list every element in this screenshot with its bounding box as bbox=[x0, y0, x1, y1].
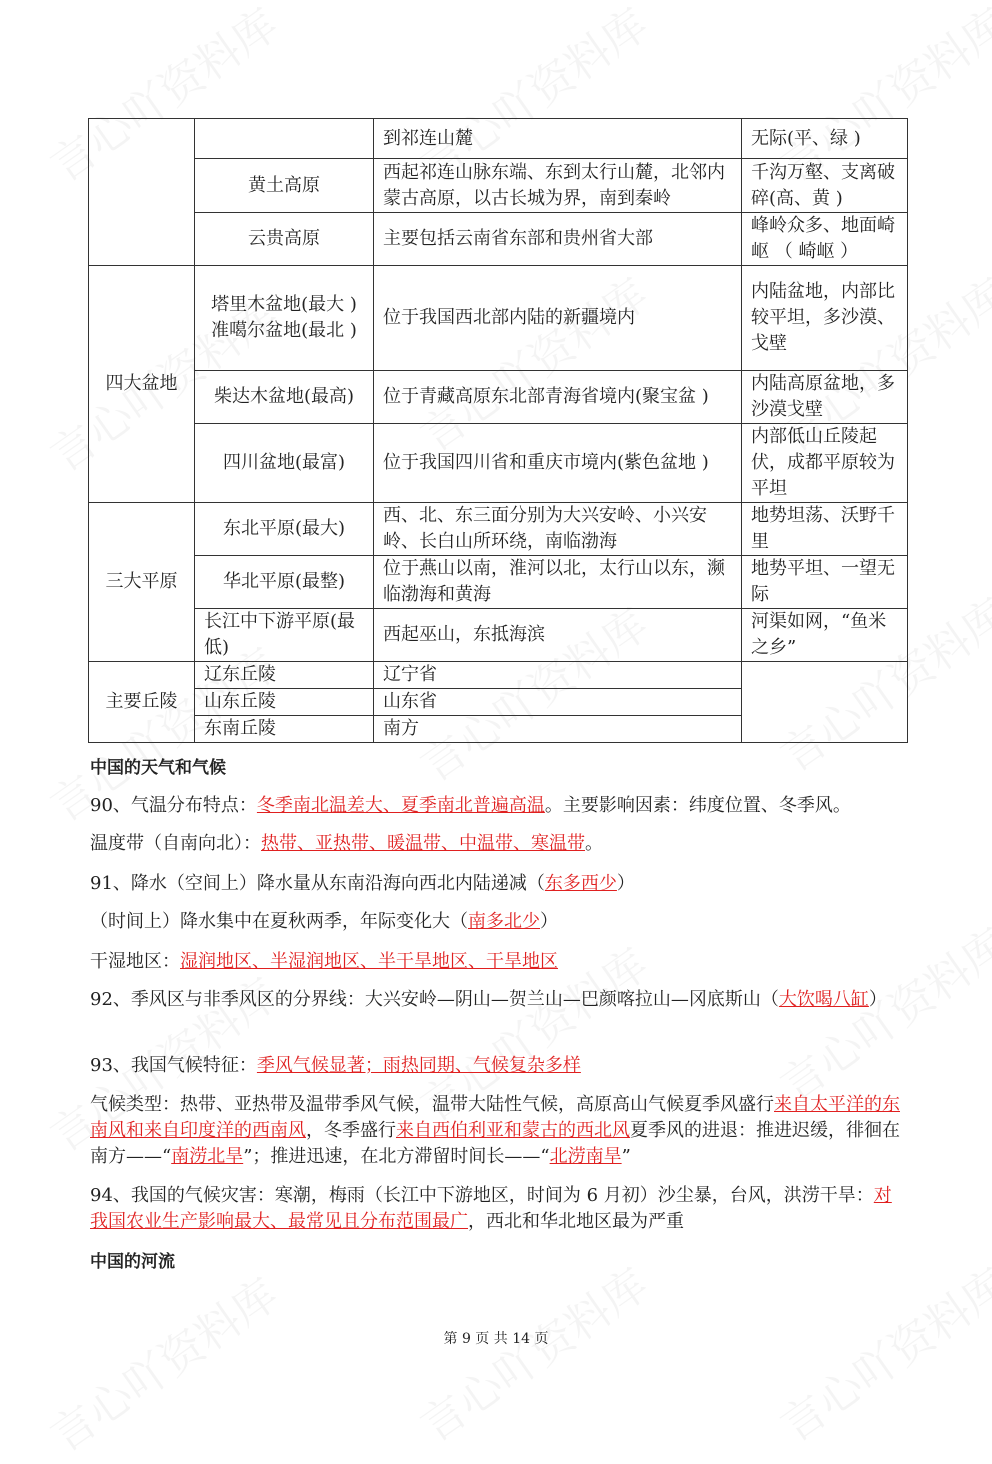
text-segment: ） bbox=[616, 873, 635, 894]
text-segment: 。主要影响因素：纬度位置、冬季风。 bbox=[544, 795, 851, 816]
watermark bbox=[36, 1260, 289, 1464]
feature-cell: 无际(平、绿 ) bbox=[742, 119, 908, 159]
text-segment: 93、我国气候特征： bbox=[90, 1055, 257, 1076]
landform-table bbox=[88, 118, 908, 743]
highlighted-answer: 来自太平洋的东南风和来自印度洋的西南风 bbox=[90, 1094, 900, 1141]
text-segment: 92、季风区与非季风区的分界线：大兴安岭—阴山—贺兰山—巴颜喀拉山—冈底斯山（ bbox=[90, 989, 779, 1010]
text-segment: （时间上）降水集中在夏秋两季，年际变化大（ bbox=[90, 911, 468, 932]
text-segment: 91、降水（空间上）降水量从东南沿海向西北内陆递减（ bbox=[90, 873, 545, 894]
name-cell: 柴达木盆地(最高) bbox=[195, 371, 374, 424]
highlighted-answer: 南多北少 bbox=[468, 911, 540, 932]
feature-cell bbox=[742, 662, 908, 743]
category-cell: 三大平原 bbox=[89, 503, 195, 662]
location-cell: 主要包括云南省东部和贵州省大部 bbox=[374, 213, 742, 266]
name-cell: 华北平原(最整) bbox=[195, 556, 374, 609]
highlighted-answer: 大饮喝八缸 bbox=[778, 989, 869, 1010]
text-segment: ） bbox=[540, 911, 558, 932]
highlighted-answer: 对我国农业生产影响最大、最常见且分布范围最广 bbox=[90, 1185, 892, 1232]
location-cell: 位于我国四川省和重庆市境内(紫色盆地 ) bbox=[374, 424, 742, 503]
text-segment: ” bbox=[621, 1146, 631, 1167]
highlighted-answer: 季风气候显著；雨热同期、气候复杂多样 bbox=[256, 1055, 581, 1076]
category-cell: 四大盆地 bbox=[89, 266, 195, 503]
paragraph bbox=[90, 831, 905, 857]
paragraph bbox=[90, 909, 905, 935]
highlighted-answer: 冬季南北温差大、夏季南北普遍高温 bbox=[256, 795, 545, 816]
text-segment: 90、气温分布特点： bbox=[90, 795, 257, 816]
text-segment: ） bbox=[868, 989, 887, 1010]
paragraph bbox=[90, 871, 905, 897]
name-cell: 东北平原(最大) bbox=[195, 503, 374, 556]
location-cell: 南方 bbox=[374, 716, 742, 743]
location-cell: 位于燕山以南，淮河以北，太行山以东，濒临渤海和黄海 bbox=[374, 556, 742, 609]
name-cell: 四川盆地(最富) bbox=[195, 424, 374, 503]
location-cell: 辽宁省 bbox=[374, 662, 742, 689]
text-segment: ，冬季盛行 bbox=[306, 1120, 396, 1141]
name-cell bbox=[195, 119, 374, 159]
category-cell: 主要丘陵 bbox=[89, 662, 195, 743]
name-cell: 塔里木盆地(最大 ) 准噶尔盆地(最北 ) bbox=[195, 266, 374, 371]
section-title-rivers: 中国的河流 bbox=[90, 1252, 175, 1272]
text-segment: 夏季风的进退：推进迟缓，徘徊在南方——“ bbox=[90, 1120, 900, 1167]
feature-cell: 河渠如网，“鱼米之乡” bbox=[742, 609, 908, 662]
location-cell: 西、北、东三面分别为大兴安岭、小兴安岭、长白山所环绕，南临渤海 bbox=[374, 503, 742, 556]
highlighted-answer: 热带、亚热带、暖温带、中温带、寒温带 bbox=[261, 833, 585, 854]
feature-cell: 内陆盆地，内部比较平坦，多沙漠、戈壁 bbox=[742, 266, 908, 371]
location-cell: 位于青藏高原东北部青海省境内(聚宝盆 ) bbox=[374, 371, 742, 424]
location-cell: 到祁连山麓 bbox=[374, 119, 742, 159]
highlighted-answer: 北涝南旱 bbox=[549, 1146, 622, 1167]
paragraph bbox=[90, 1053, 905, 1079]
paragraph bbox=[90, 793, 905, 819]
feature-cell: 内部低山丘陵起伏，成都平原较为平坦 bbox=[742, 424, 908, 503]
watermark bbox=[406, 1250, 659, 1454]
text-segment: 干湿地区： bbox=[90, 951, 180, 972]
feature-cell: 内陆高原盆地，多沙漠戈壁 bbox=[742, 371, 908, 424]
section-title-climate: 中国的天气和气候 bbox=[90, 758, 226, 778]
name-cell: 云贵高原 bbox=[195, 213, 374, 266]
text-segment: 94、我国的气候灾害：寒潮，梅雨（长江中下游地区，时间为 6 月初）沙尘暴，台风，洪涝干旱： bbox=[90, 1185, 874, 1206]
paragraph bbox=[90, 987, 905, 1013]
text-segment: 温度带（自南向北）： bbox=[90, 833, 261, 854]
page-footer: 第 9 页 共 14 页 bbox=[443, 1331, 549, 1347]
text-segment: ”；推进迅速，在北方滞留时间长——“ bbox=[243, 1146, 550, 1167]
location-cell: 西起祁连山脉东端、东到太行山麓，北邻内蒙古高原，以古长城为界，南到秦岭 bbox=[374, 159, 742, 213]
name-cell: 东南丘陵 bbox=[195, 716, 374, 743]
paragraph bbox=[90, 949, 905, 975]
highlighted-answer: 来自西伯利亚和蒙古的西北风 bbox=[396, 1120, 630, 1141]
feature-cell: 地势坦荡、沃野千里 bbox=[742, 503, 908, 556]
feature-cell: 峰岭众多、地面崎 岖 （ 崎岖 ） bbox=[742, 213, 908, 266]
paragraph bbox=[90, 1092, 905, 1170]
feature-cell: 千沟万壑、支离破碎(高、黄 ) bbox=[742, 159, 908, 213]
watermark bbox=[766, 1250, 992, 1454]
name-cell: 山东丘陵 bbox=[195, 689, 374, 716]
text-segment: ，西北和华北地区最为严重 bbox=[468, 1211, 684, 1232]
location-cell: 山东省 bbox=[374, 689, 742, 716]
text-segment: 气候类型：热带、亚热带及温带季风气候，温带大陆性气候，高原高山气候夏季风盛行 bbox=[90, 1094, 774, 1115]
category-cell bbox=[89, 119, 195, 266]
highlighted-answer: 南涝北旱 bbox=[171, 1146, 244, 1167]
highlighted-answer: 湿润地区、半湿润地区、半干旱地区、干旱地区 bbox=[180, 951, 558, 972]
name-cell: 黄土高原 bbox=[195, 159, 374, 213]
highlighted-answer: 东多西少 bbox=[544, 873, 617, 894]
feature-cell: 地势平坦、一望无际 bbox=[742, 556, 908, 609]
name-cell: 长江中下游平原(最低) bbox=[195, 609, 374, 662]
location-cell: 西起巫山，东抵海滨 bbox=[374, 609, 742, 662]
text-segment: 。 bbox=[585, 833, 603, 854]
name-cell: 辽东丘陵 bbox=[195, 662, 374, 689]
location-cell: 位于我国西北部内陆的新疆境内 bbox=[374, 266, 742, 371]
paragraph bbox=[90, 1183, 905, 1235]
